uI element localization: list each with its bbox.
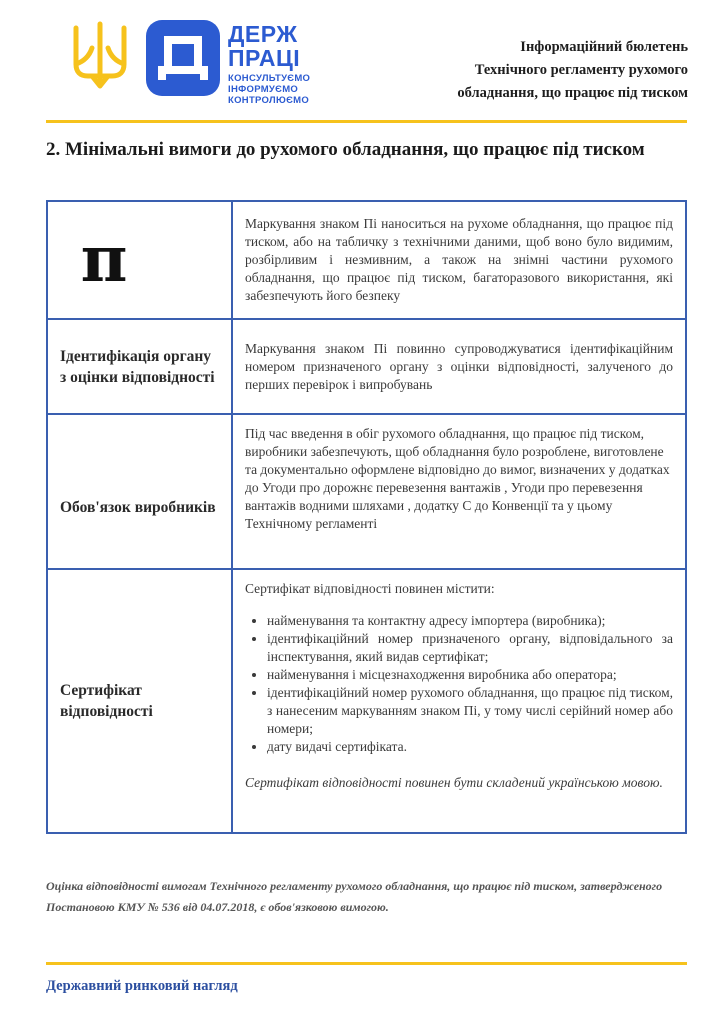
identification-description: Маркування знаком Пі повинно супроводжуватися ідентифікаційним номером призначеного органу з оцінки відповідності, залученого до перших перевірок і випробувань [232, 319, 686, 414]
pi-mark-cell [47, 201, 232, 319]
manufacturers-description: Під час введення в обіг рухомого обладнання, що працює під тиском, виробники забезпечують, щоб обладнання було розроблене, виготовлене та документально оформлене відповідно до вимог, визначених у додатках до Угоди про дорожнє перевезення вантажів , Угоди про перевезення вантажів водними шляхами , додатку С до Конвенції та у цьому Технічному регламенті [232, 414, 686, 569]
row-label-manufacturers: Обов'язок виробників [47, 414, 232, 569]
list-item: • найменування і місцезнаходження виробника або оператора; [267, 666, 673, 684]
trident-emblem-icon [70, 20, 130, 90]
certificate-intro: Сертифікат відповідності повинен містити: [245, 581, 495, 596]
bottom-divider [46, 962, 687, 965]
row-label-identification: Ідентифікація органу з оцінки відповідності [47, 319, 232, 414]
logo-brand-line1: ДЕРЖ [228, 21, 298, 47]
list-item: • найменування та контактну адресу імпортера (виробника); [267, 612, 673, 630]
logo-tagline1: КОНСУЛЬТУЄМО [228, 73, 311, 84]
requirements-table [46, 200, 687, 834]
table-row [47, 319, 686, 414]
certificate-items-list [267, 612, 673, 756]
logo-tagline2: ІНФОРМУЄМО [228, 84, 299, 95]
letter-d-icon [146, 20, 220, 96]
table-row [47, 569, 686, 833]
logo-wordmark [228, 22, 310, 106]
marking-description: Маркування знаком Пі наноситься на рухоме обладнання, що працює під тиском, або на табличку з технічними даними, щоб воно було видимим, розбірливим і незмивним, а також на знімні частини рухомого обладнання, що працює під тиском, багаторазового використання, які забезпечують його безпеку [232, 201, 686, 319]
list-item: • ідентифікаційний номер призначеного органу, відповідального за інспектування, який видав сертифікат; [267, 630, 673, 666]
logo-mark [146, 20, 220, 96]
header-line3: обладнання, що працює під тиском [457, 85, 688, 101]
logo-brand-line2: ПРАЦІ [228, 45, 301, 71]
certificate-description [232, 569, 686, 833]
pi-mark-icon: π [80, 222, 128, 297]
bulletin-header [388, 36, 688, 105]
top-divider [46, 120, 687, 123]
logo-tagline3: КОНТРОЛЮЄМО [228, 95, 310, 106]
row-label-certificate: Сертифікат відповідності [47, 569, 232, 833]
header-line2: Технічного регламенту рухомого [474, 62, 688, 78]
list-item: • ідентифікаційний номер рухомого обладнання, що працює під тиском, з нанесеним маркуванням знаком Пі, у тому числі серійний номер або номери; [267, 684, 673, 738]
table-row [47, 414, 686, 569]
section-title: 2. Мінімальні вимоги до рухомого обладнання, що працює під тиском [46, 139, 645, 160]
header-line1: Інформаційний бюлетень [520, 39, 688, 55]
footer-title: Державний ринковий нагляд [46, 978, 238, 994]
list-item: • дату видачі сертифіката. [267, 738, 673, 756]
certificate-language-note: Сертифікат відповідності повинен бути складений українською мовою. [245, 775, 663, 790]
table-row [47, 201, 686, 319]
footer-note: Оцінка відповідності вимогам Технічного регламенту рухомого обладнання, що працює під тиском, затвердженого Постановою КМУ № 536 від 04.07.2018, є обов'язковою вимогою. [46, 879, 663, 914]
